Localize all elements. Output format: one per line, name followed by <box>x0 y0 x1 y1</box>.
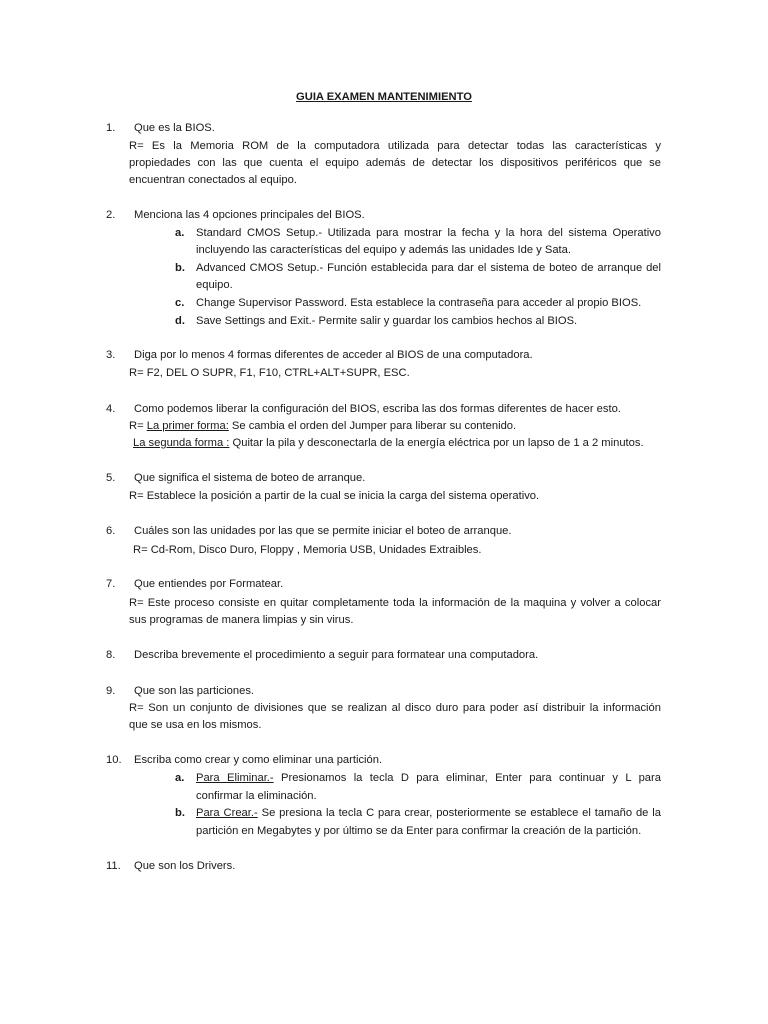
answer-line: R= Este proceso consiste en quitar completamente toda la información de la maquina y volver a colocar <box>129 597 661 609</box>
answer-prefix: R= <box>129 420 147 432</box>
question-number: 6. <box>106 525 116 537</box>
option-line: partición en Megabytes y por último se da Enter para confirmar la creación de la partición. <box>196 825 642 837</box>
question-text: Escriba como crear y como eliminar una partición. <box>134 754 383 766</box>
option-marker: b. <box>175 807 185 819</box>
document-title: GUIA EXAMEN MANTENIMIENTO <box>296 91 472 103</box>
question-number: 5. <box>106 472 116 484</box>
answer-line: R= F2, DEL O SUPR, F1, F10, CTRL+ALT+SUPR, ESC. <box>129 367 410 379</box>
answer-line <box>129 419 516 433</box>
option-marker: d. <box>175 315 185 327</box>
option-text: Se presiona la tecla C para crear, posteriormente se establece el tamaño de la <box>257 807 662 819</box>
option-label: Para Eliminar.- <box>196 772 274 784</box>
question-text: Que son los Drivers. <box>134 860 236 872</box>
option-marker: b. <box>175 262 185 274</box>
option-marker: a. <box>175 772 185 784</box>
option-line: incluyendo las características del equipo y además las unidades Ide y Sata. <box>196 244 571 256</box>
option-marker: a. <box>175 227 185 239</box>
question-text: Describa brevemente el procedimiento a seguir para formatear una computadora. <box>134 649 539 661</box>
answer-line: R= Cd-Rom, Disco Duro, Floppy , Memoria USB, Unidades Extraibles. <box>133 544 482 556</box>
question-number: 3. <box>106 349 116 361</box>
question-number: 11. <box>106 860 121 872</box>
answer-line: encuentran conectados al equipo. <box>129 174 297 186</box>
option-line: confirmar la eliminación. <box>196 790 317 802</box>
option-line: Save Settings and Exit.- Permite salir y guardar los cambios hechos al BIOS. <box>196 315 578 327</box>
question-text: Menciona las 4 opciones principales del BIOS. <box>134 209 365 221</box>
option-text: Presionamos la tecla D para eliminar, Enter para continuar y L para <box>273 772 661 784</box>
form-text: Se cambia el orden del Jumper para liberar su contenido. <box>228 420 517 432</box>
option-marker: c. <box>175 297 185 309</box>
option-line: Advanced CMOS Setup.- Función establecida para dar el sistema de boteo de arranque del <box>196 262 661 274</box>
option-line <box>196 806 661 820</box>
answer-line: sus programas de manera limpias y sin virus. <box>129 614 354 626</box>
question-text: Diga por lo menos 4 formas diferentes de acceder al BIOS de una computadora. <box>134 349 533 361</box>
question-number: 9. <box>106 685 116 697</box>
answer-line: R= Es la Memoria ROM de la computadora utilizada para detectar todas las características y <box>129 140 661 152</box>
question-text: Que es la BIOS. <box>134 122 215 134</box>
question-text: Que son las particiones. <box>134 685 255 697</box>
answer-line <box>133 436 644 450</box>
form-label: La primer forma: <box>146 420 229 432</box>
question-number: 8. <box>106 649 116 661</box>
question-text: Cuáles son las unidades por las que se permite iniciar el boteo de arranque. <box>134 525 512 537</box>
option-line <box>196 771 661 785</box>
option-line: equipo. <box>196 279 233 291</box>
question-text: Que significa el sistema de boteo de arranque. <box>134 472 366 484</box>
option-label: Para Crear.- <box>196 807 258 819</box>
question-number: 10. <box>106 754 122 766</box>
question-number: 2. <box>106 209 116 221</box>
option-line: Standard CMOS Setup.- Utilizada para mostrar la fecha y la hora del sistema Operativo <box>196 227 661 239</box>
question-text: Como podemos liberar la configuración del BIOS, escriba las dos formas diferentes de hacer esto. <box>134 403 621 415</box>
answer-line: R= Son un conjunto de divisiones que se realizan al disco duro para poder así distribuir la información <box>129 702 661 714</box>
answer-line: R= Establece la posición a partir de la cual se inicia la carga del sistema operativo. <box>129 490 540 502</box>
question-number: 7. <box>106 578 116 590</box>
answer-line: propiedades con las que cuenta el equipo además de detectar los dispositivos periféricos que se <box>129 157 661 169</box>
answer-line: que se usa en los mismos. <box>129 719 262 731</box>
question-number: 1. <box>106 122 116 134</box>
form-text: Quitar la pila y desconectarla de la energía eléctrica por un lapso de 1 a 2 minutos. <box>229 437 644 449</box>
question-number: 4. <box>106 403 116 415</box>
form-label: La segunda forma : <box>133 437 230 449</box>
question-text: Que entiendes por Formatear. <box>134 578 284 590</box>
option-line: Change Supervisor Password. Esta establece la contraseña para acceder al propio BIOS. <box>196 297 642 309</box>
